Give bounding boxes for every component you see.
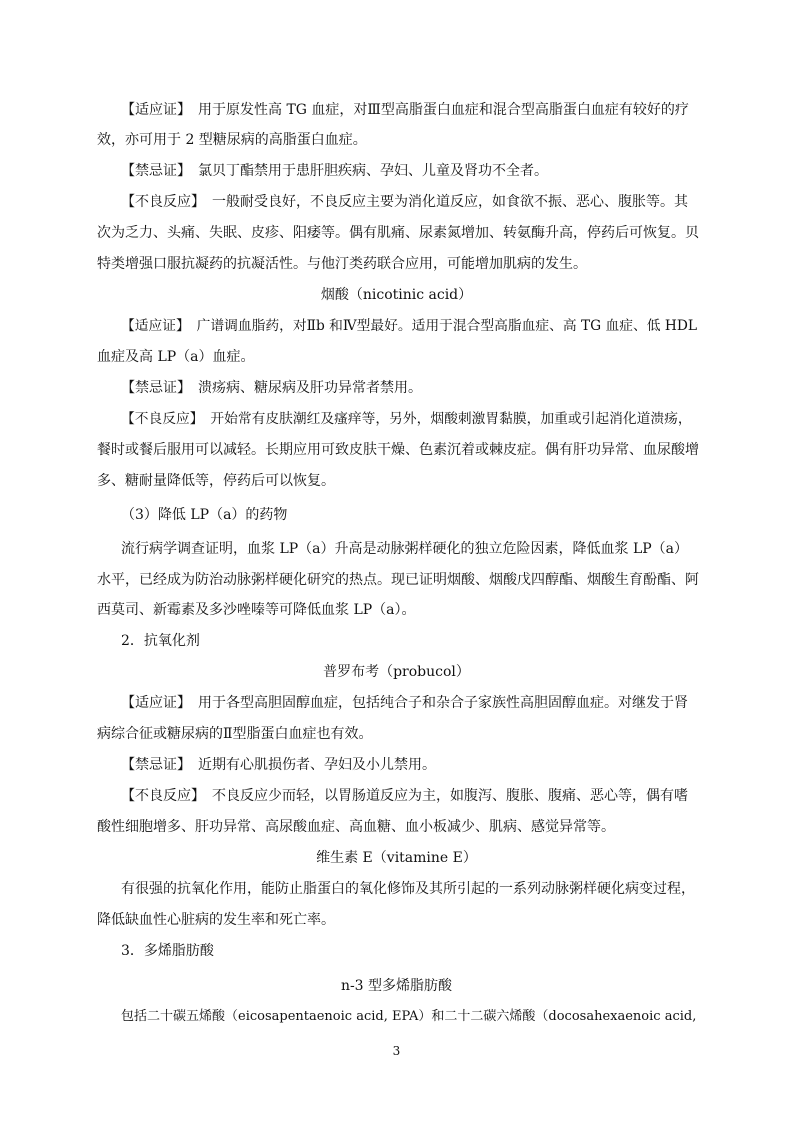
section-heading: （3）降低 LP（a）的药物 [121,507,288,523]
paragraph-line: 包括二十碳五烯酸（eicosapentaenoic acid, EPA）和二十二碳六烯酸（docosahexaenoic acid, [121,1009,697,1024]
paragraph-line: 水平，已经成为防治动脉粥样硬化研究的热点。现已证明烟酸、烟酸戊四醇酯、烟酸生育酚酯、阿 [97,572,699,588]
paragraph-line: 西莫司、新霉素及多沙唑嗪等可降低血浆 LP（a）。 [97,602,416,618]
drug-heading: 维生素 E（vitamine E） [316,850,477,866]
drug-heading: 普罗布考（probucol） [323,664,470,680]
paragraph-line: 降低缺血性心脏病的发生率和死亡率。 [97,912,335,928]
paragraph-line: 酸性细胞增多、肝功异常、高尿酸血症、高血糖、血小板减少、肌病、感觉异常等。 [97,819,615,835]
paragraph-line: 流行病学调查证明，血浆 LP（a）升高是动脉粥样硬化的独立危险因素，降低血浆 LP（a） [121,541,689,557]
paragraph-line: 血症及高 LP（a）血症。 [97,349,255,365]
section-heading: 2．抗氧化剂 [121,633,200,649]
paragraph-line: 有很强的抗氧化作用，能防止脂蛋白的氧化修饰及其所引起的一系列动脉粥样硬化病变过程， [121,881,695,897]
paragraph-line: 次为乏力、头痛、失眠、皮疹、阳痿等。偶有肌痛、尿素氮增加、转氨酶升高，停药后可恢复。贝 [97,225,699,241]
paragraph-line: 【不良反应】 开始常有皮肤潮红及瘙痒等，另外，烟酸刺激胃黏膜，加重或引起消化道溃疡， [121,411,692,427]
section-heading: 3．多烯脂肪酸 [121,943,214,959]
paragraph-line: 【禁忌证】 近期有心肌损伤者、孕妇及小儿禁用。 [121,757,436,773]
drug-heading: 烟酸（nicotinic acid） [320,287,473,303]
paragraph-line: 【不良反应】 一般耐受良好，不良反应主要为消化道反应，如食欲不振、恶心、腹胀等。其 [121,194,688,210]
paragraph-line: 多、糖耐量降低等，停药后可以恢复。 [97,473,335,489]
paragraph-line: 特类增强口服抗凝药的抗凝活性。与他汀类药联合应用，可能增加肌病的发生。 [97,256,587,272]
paragraph-line: 【适应证】 广谱调血脂药，对Ⅱb 和Ⅳ型最好。适用于混合型高脂血症、高 TG 血症、低 HDL [121,318,698,334]
drug-heading: n-3 型多烯脂肪酸 [340,978,453,994]
paragraph-line: 【禁忌证】 溃疡病、糖尿病及肝功异常者禁用。 [121,380,422,396]
paragraph-line: 【适应证】 用于原发性高 TG 血症，对Ⅲ型高脂蛋白血症和混合型高脂蛋白血症有较好的疗 [121,102,689,118]
paragraph-line: 餐时或餐后服用可以减轻。长期应用可致皮肤干燥、色素沉着或棘皮症。偶有肝功异常、血尿酸增 [97,442,699,458]
paragraph-line: 【禁忌证】 氯贝丁酯禁用于患肝胆疾病、孕妇、儿童及肾功不全者。 [121,163,548,179]
paragraph-line: 【不良反应】 不良反应少而轻，以胃肠道反应为主，如腹泻、腹胀、腹痛、恶心等，偶有嗜 [121,788,688,804]
page-number: 3 [392,1044,401,1058]
paragraph-line: 效，亦可用于 2 型糖尿病的高脂蛋白血症。 [97,132,367,148]
paragraph-line: 【适应证】 用于各型高胆固醇血症，包括纯合子和杂合子家族性高胆固醇血症。对继发于肾 [121,695,688,711]
paragraph-line: 病综合征或糖尿病的Ⅱ型脂蛋白血症也有效。 [97,726,373,742]
